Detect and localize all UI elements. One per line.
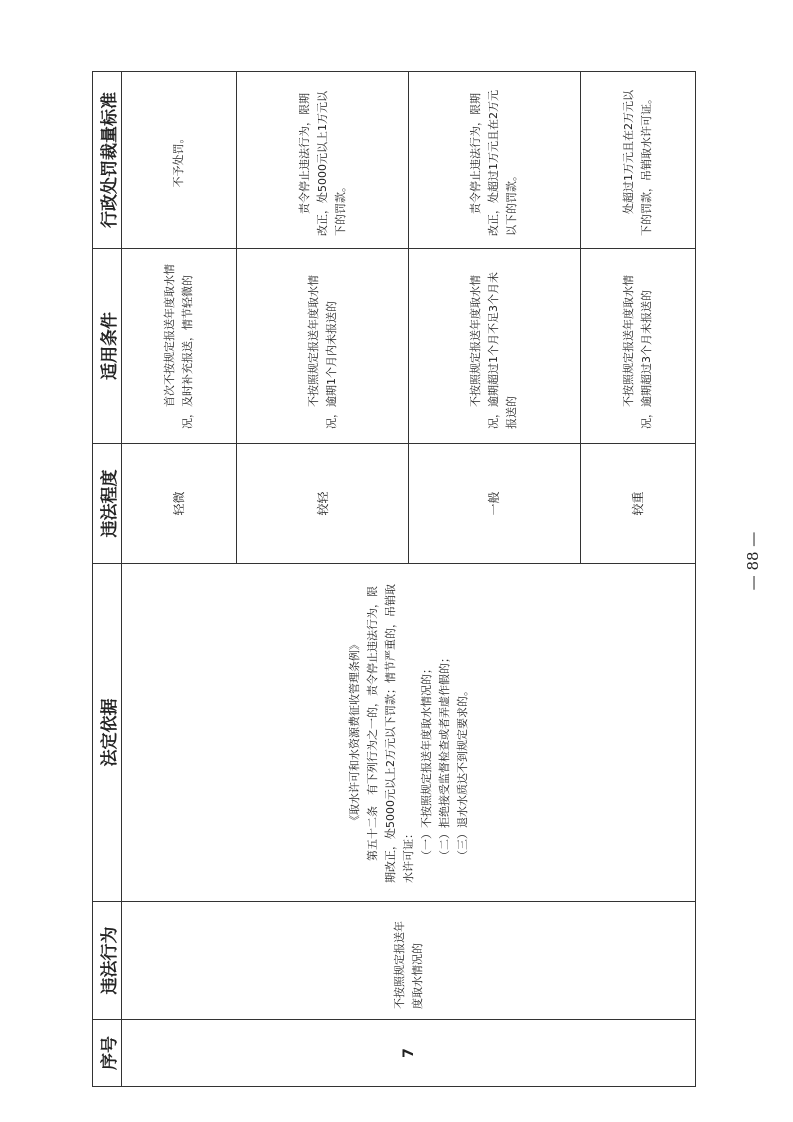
table-header-row [93, 72, 122, 1087]
table-row [122, 72, 237, 1087]
condition-minor: 首次不按规定报送年度取水情况，及时补充报送，情节轻微的 [122, 249, 237, 444]
standard-serious: 处超过1万元且在2万元以下的罚款，吊销取水许可证。 [580, 72, 695, 249]
header-conditions: 适用条件 [93, 249, 122, 444]
header-standard: 行政处罚裁量标准 [93, 72, 122, 249]
entry-seq: 7 [122, 1020, 696, 1087]
header-degree: 违法程度 [93, 444, 122, 564]
entry-behavior: 不按照规定报送年度取水情况的 [122, 902, 696, 1020]
law-article: 第五十二条 有下列行为之一的，责令停止违法行为，限期改正，处5000元以上2万元以下罚款；情节严重的，吊销取水许可证： [365, 584, 415, 883]
condition-serious: 不按照规定报送年度取水情况，逾期超过3个月未报送的 [580, 249, 695, 444]
law-title: 《取水许可和水资源费征收管理条例》 [347, 639, 361, 826]
degree-light: 较轻 [237, 444, 409, 564]
condition-light: 不按照规定报送年度取水情况，逾期1个月内未报送的 [237, 249, 409, 444]
standard-light: 责令停止违法行为，限期改正，处5000元以上1万元以下的罚款。 [237, 72, 409, 249]
condition-general: 不按照规定报送年度取水情况，逾期超过1个月不足3个月未报送的 [408, 249, 580, 444]
page-number: — 88 — [744, 531, 762, 591]
degree-serious: 较重 [580, 444, 695, 564]
standard-general: 责令停止违法行为，限期改正，处超过1万元且在2万元以下的罚款。 [408, 72, 580, 249]
law-item-1: （一）不按照规定报送年度取水情况的； [419, 663, 433, 861]
penalty-standard-table [92, 71, 696, 1087]
header-basis: 法定依据 [93, 564, 122, 902]
header-behavior: 违法行为 [93, 902, 122, 1020]
standard-minor: 不予处罚。 [122, 72, 237, 249]
degree-general: 一般 [408, 444, 580, 564]
header-seq: 序号 [93, 1020, 122, 1087]
law-item-3: （三）退水水质达不到规定要求的。 [455, 685, 469, 861]
law-item-2: （二）拒绝接受监督检查或者弄虚作假的； [437, 652, 451, 861]
entry-legal-basis [122, 564, 696, 902]
degree-minor: 轻微 [122, 444, 237, 564]
